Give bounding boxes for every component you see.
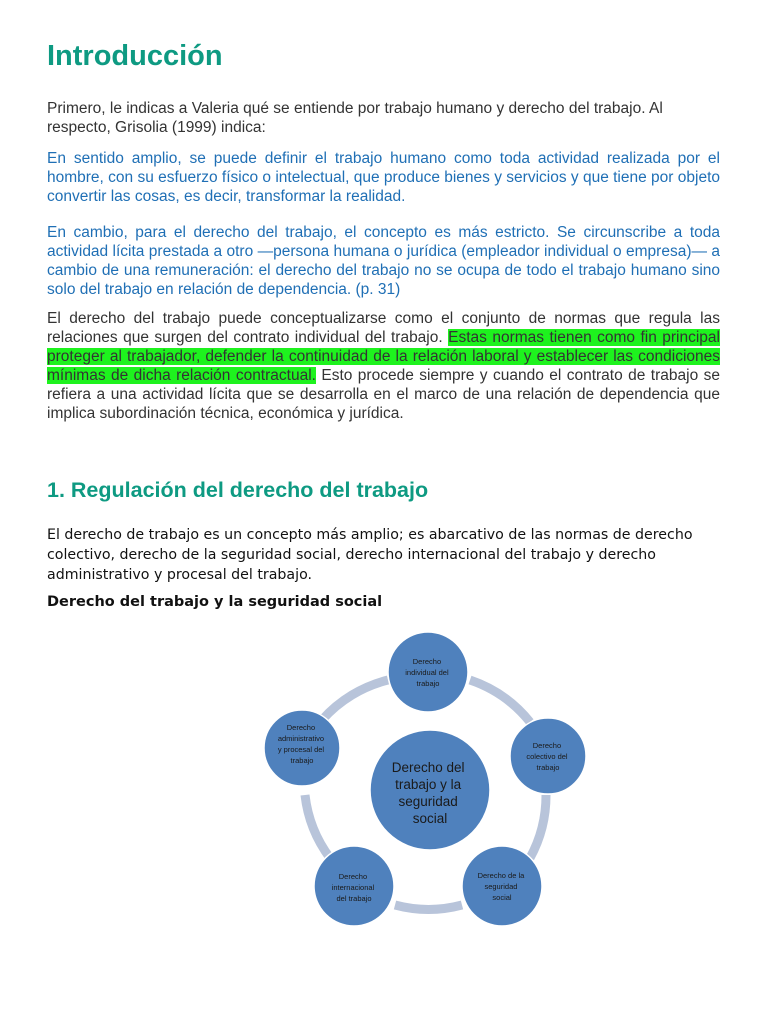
diagram-node-colectivo <box>510 718 586 794</box>
diagram-center <box>370 730 490 850</box>
diagram-caption: Derecho del trabajo y la seguridad social <box>47 594 383 610</box>
node-label-line: trabajo <box>416 679 440 688</box>
page-title: Introducción <box>47 40 223 72</box>
node-label-line: y procesal del <box>277 745 325 754</box>
diagram-node-seguridad-social <box>462 846 542 926</box>
quote-paragraph-1: En sentido amplio, se puede definir el trabajo humano como toda actividad realizada por el hombre, con su esfuerzo físico o intelectual, que produce bienes y servicios y que tiene por objeto convertir las cosas, es decir, transformar la realidad. <box>47 150 720 205</box>
node-label-line: Derecho <box>412 657 442 666</box>
center-label-line: trabajo y la <box>395 777 462 792</box>
center-label-line: seguridad <box>398 794 458 809</box>
ring-segment-1 <box>470 680 530 722</box>
quote-paragraph-2: En cambio, para el derecho del trabajo, el concepto es más estricto. Se circunscribe a toda actividad lícita prestada a otro —persona humana o jurídica (empleador individual o empresa)— a cambio de una remuneración: el derecho del trabajo no se ocupa de todo el trabajo humano sino solo del trabajo en relación de dependencia. (p. 31) <box>47 224 720 298</box>
diagram-node-internacional <box>314 846 394 926</box>
center-label-line: social <box>412 811 448 826</box>
node-label-line: trabajo <box>536 763 560 772</box>
highlighted-text: Estas normas tienen como fin principal proteger al trabajador, defender la continuidad de la relación laboral y establecer las condiciones mínimas de dicha relación contractual. <box>47 329 720 384</box>
node-label-line: individual del <box>405 668 449 677</box>
node-label-line: Derecho <box>338 872 368 881</box>
node-label-line: Derecho <box>532 741 562 750</box>
section-paragraph: El derecho de trabajo es un concepto más amplio; es abarcativo de las normas de derecho colectivo, derecho de la seguridad social, derecho internacional del trabajo y derecho administrativo y procesal del trabajo. <box>47 527 693 583</box>
diagram-node-administrativo <box>264 710 340 786</box>
center-label-line: Derecho del <box>391 760 465 775</box>
node-label-line: Derecho de la <box>477 871 525 880</box>
intro-paragraph: Primero, le indicas a Valeria qué se entiende por trabajo humano y derecho del trabajo. Al respecto, Grisolia (1999) indica: <box>47 100 663 136</box>
node-label-line: social <box>492 893 512 902</box>
ring-segment-3 <box>395 905 462 909</box>
node-label-line: del trabajo <box>336 894 372 903</box>
node-label-line: Derecho <box>286 723 316 732</box>
ring-segment-5 <box>322 680 388 720</box>
ring-segment-4 <box>305 795 330 858</box>
ring-segment-2 <box>530 795 546 858</box>
definition-text-end: Esto procede siempre y cuando el contrato de trabajo se refiera a una actividad lícita que se desarrolla en el marco de una relación de dependencia que implica subordinación técnica, económica y jurídica. <box>47 367 720 422</box>
node-label-line: administrativo <box>277 734 325 743</box>
node-label-line: seguridad <box>484 882 518 891</box>
node-label-line: trabajo <box>290 756 314 765</box>
node-label-line: colectivo del <box>526 752 568 761</box>
section-heading: 1. Regulación del derecho del trabajo <box>47 478 429 502</box>
diagram-node-individual <box>388 632 468 712</box>
node-label-line: internacional <box>331 883 375 892</box>
definition-text-start: El derecho del trabajo puede conceptualizarse como el conjunto de normas que regula las relaciones que surgen del contrato individual del trabajo. <box>47 310 720 346</box>
